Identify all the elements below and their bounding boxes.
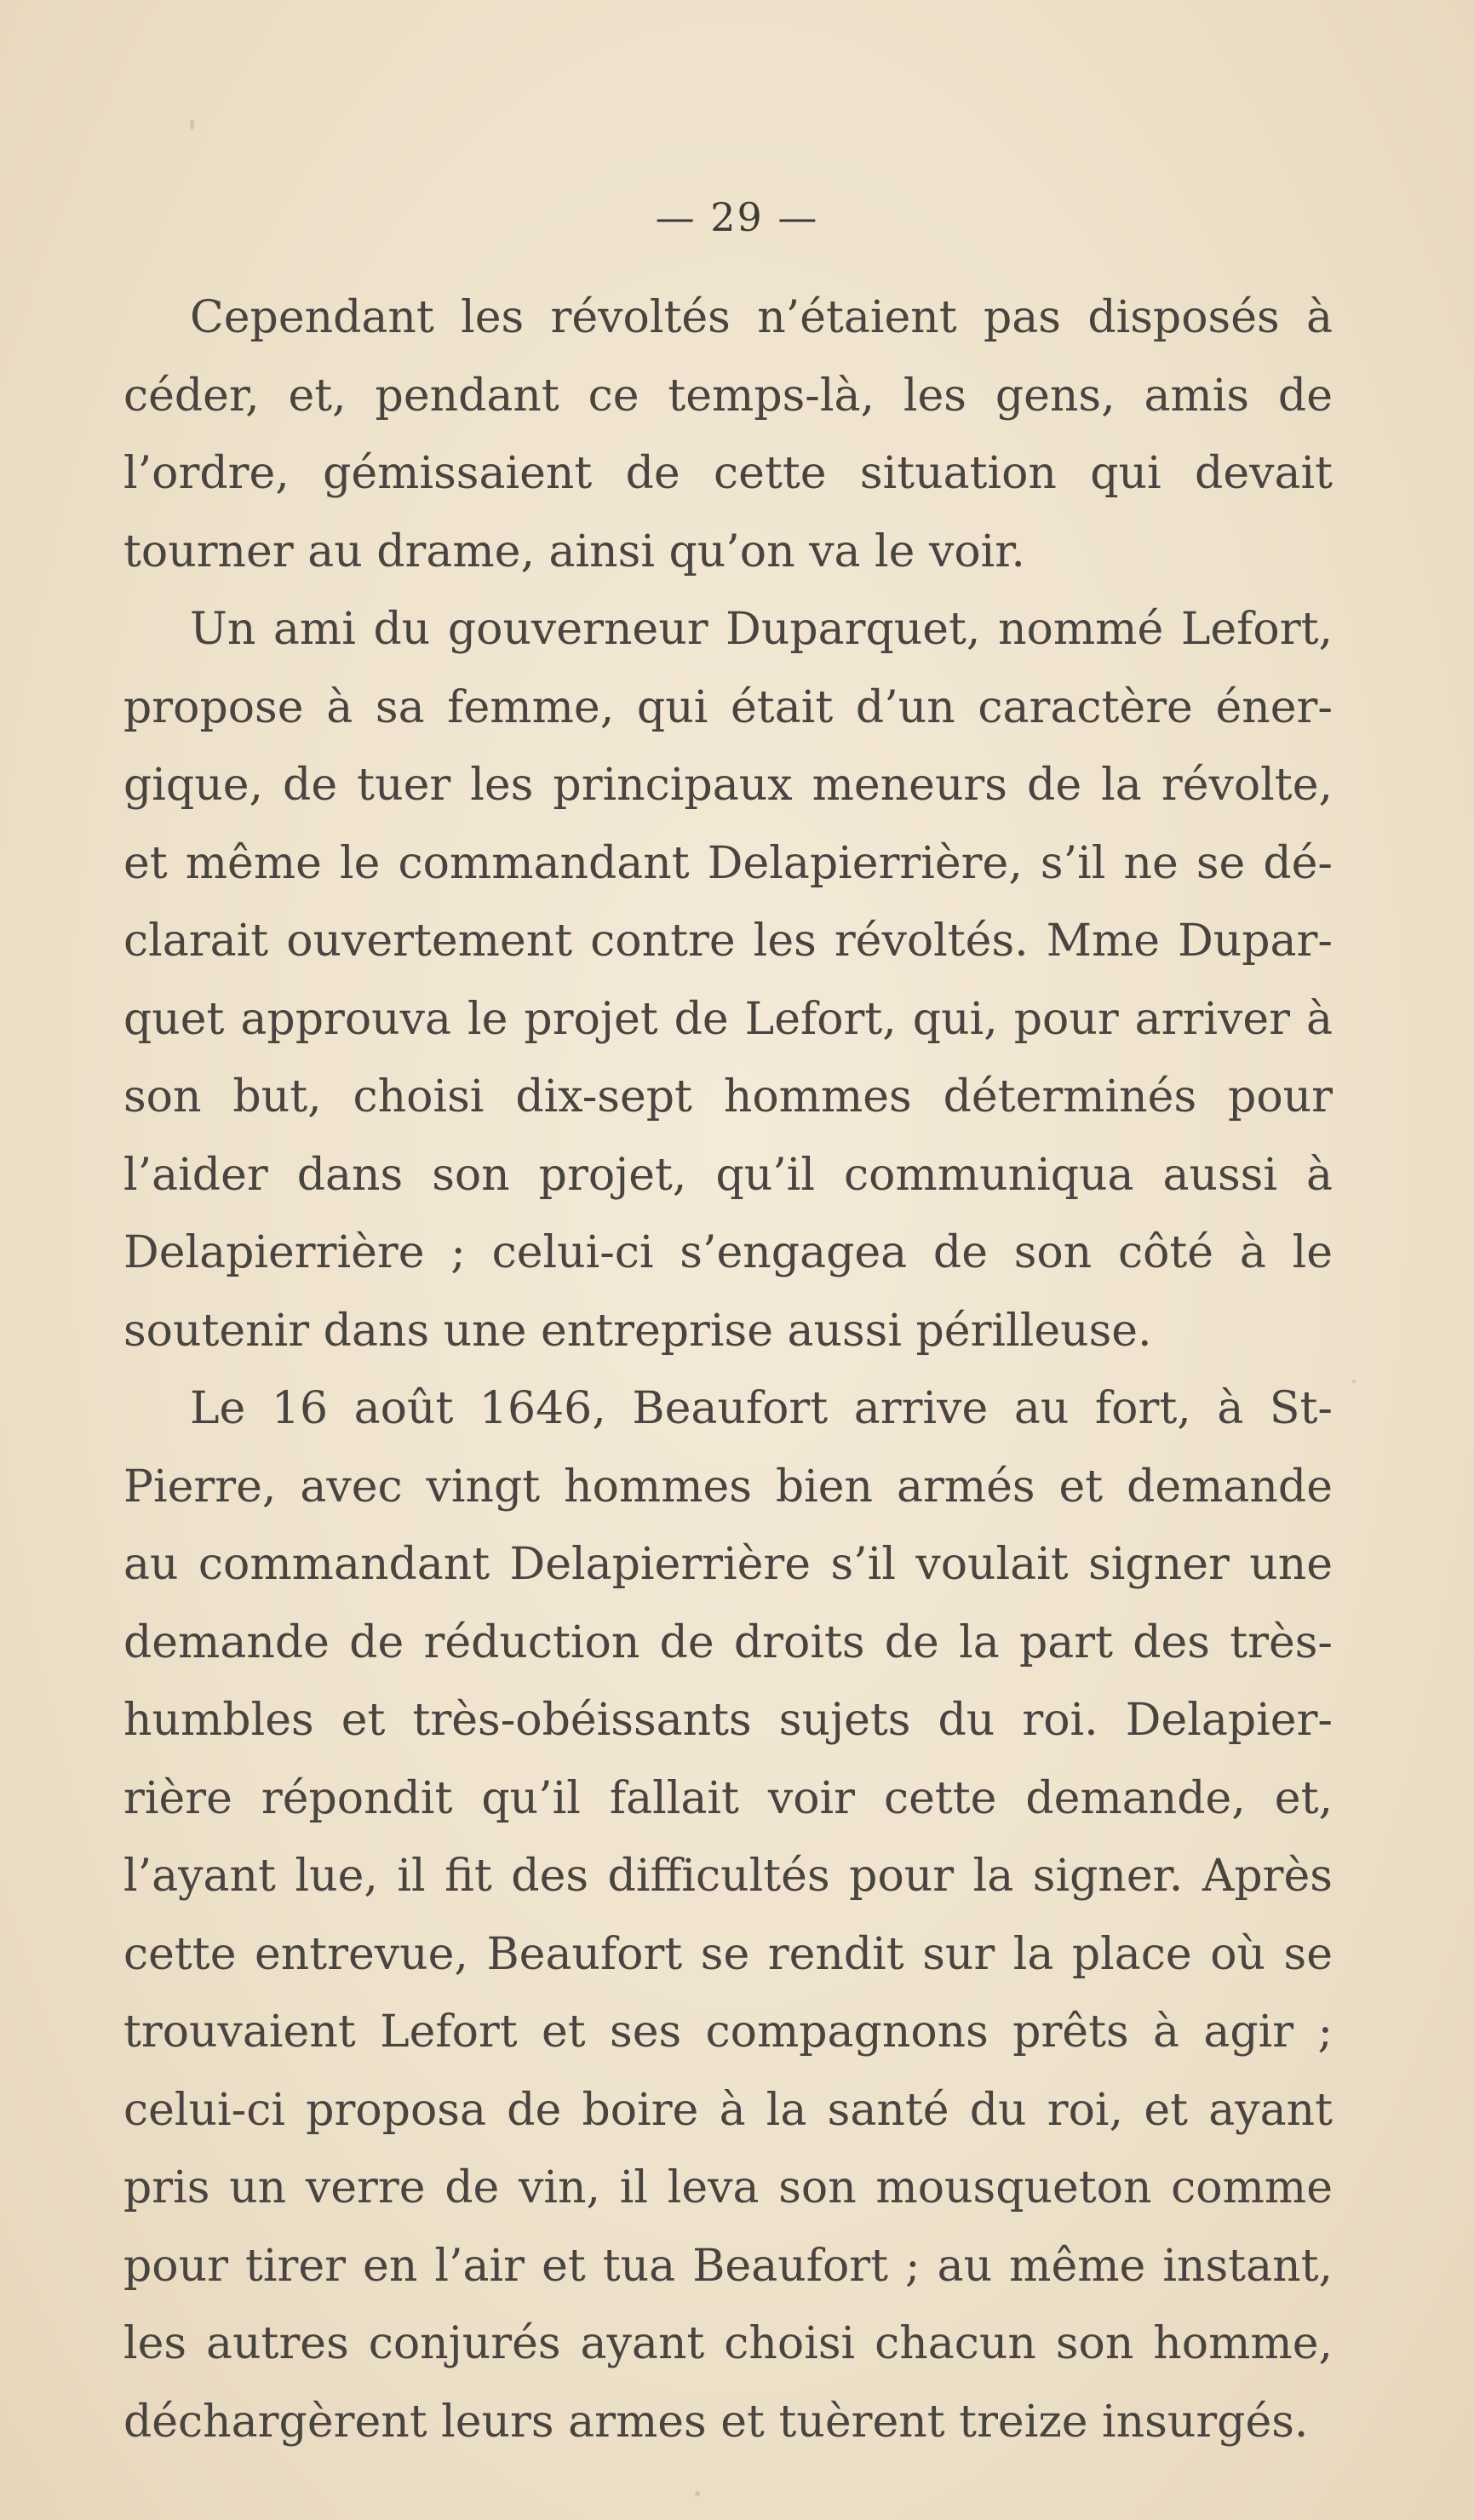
paragraph-1: Cependant les révoltés n’étaient pas disposés à céder, et, pendant ce temps-là, les gens, amis de l’ordre, gémissaient de cette situation qui devait tourner au drame, ainsi qu’on va le voir. — [123, 292, 1333, 577]
paper-speck — [190, 119, 194, 129]
paragraph-2: Un ami du gouverneur Duparquet, nommé Lefort, propose à sa femme, qui était d’un caractère énergique, de tuer les principaux meneurs de la révolte, et même le commandant Delapierrière, s’il ne se déclarait ouvertement contre les révoltés. Mme Duparquet approuva le projet de Lefort, qui, pour arriver à son but, choisi dix-sept hommes déterminés pour l’aider dans son projet, qu’il communiqua aussi à Delapierrière ; celui-ci s’engagea de son côté à le soutenir dans une entreprise aussi périlleuse. — [123, 604, 1333, 1357]
paragraph-3: Le 16 août 1646, Beaufort arrive au fort, à St-Pierre, avec vingt hommes bien armés et demande au commandant Delapierrière s’il voulait signer une demande de réduction de droits de la part des très-humbles et très-obéissants sujets du roi. Delapierrière répondit qu’il fallait voir cette demande, et, l’ayant lue, il fit des difficultés pour la signer. Après cette entrevue, Beaufort se rendit sur la place où se trouvaient Lefort et ses compagnons prêts à agir ; celui-ci proposa de boire à la santé du roi, et ayant pris un verre de vin, il leva son mousqueton comme pour tirer en l’air et tua Beaufort ; au même instant, les autres conjurés ayant choisi chacun son homme, déchargèrent leurs armes et tuèrent treize insurgés. — [123, 1383, 1333, 2448]
body-text — [123, 279, 1333, 2461]
paper-speck — [695, 2491, 700, 2496]
page-number: — 29 — — [655, 194, 819, 240]
paper-speck — [1352, 1380, 1356, 1383]
